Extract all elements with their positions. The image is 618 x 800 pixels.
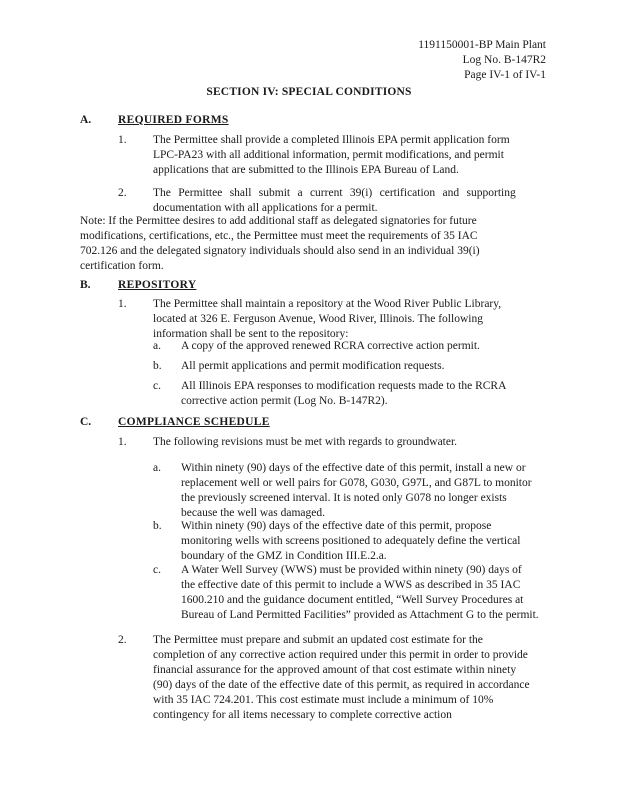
section-b-letter: B. [80, 279, 91, 291]
text-line: the previously screened interval. It is noted only G078 no longer exists [181, 492, 507, 504]
section-a-item1-text [153, 133, 538, 178]
document-header [418, 38, 546, 83]
text-line: (90) days of the date of the effective date of this permit, as required in accordance [153, 679, 530, 691]
text-line: Within ninety (90) days of the effective date of this permit, install a new or [181, 462, 526, 474]
page-number: Page IV-1 of IV-1 [464, 69, 546, 81]
text-line: certification form. [80, 260, 164, 272]
section-c-letter: C. [80, 416, 92, 428]
section-c-item1-text [153, 435, 538, 450]
section-b-item1-number: 1. [118, 298, 127, 310]
text-line: boundary of the GMZ in Condition III.E.2.a. [181, 550, 387, 562]
section-c-heading: COMPLIANCE SCHEDULE [118, 416, 270, 428]
text-line: modifications, certifications, etc., the Permittee must meet the requirements of 35 IAC [80, 230, 478, 242]
section-b-item1-text [153, 297, 538, 342]
section-c-item2-number: 2. [118, 634, 127, 646]
section-c-sub-a-text [181, 461, 541, 521]
section-title: SECTION IV: SPECIAL CONDITIONS [206, 86, 412, 98]
text-line: Bureau of Land Permitted Facilities” provided as Attachment G to the permit. [181, 609, 539, 621]
section-b-sub-b-label: b. [153, 360, 162, 372]
text-line: the effective date of this permit to include a WWS as described in 35 IAC [181, 579, 521, 591]
section-a-item2-text [153, 186, 538, 216]
section-a-heading: REQUIRED FORMS [118, 114, 229, 126]
text-line: LPC-PA23 with all additional information, permit modifications, and permit [153, 149, 504, 161]
text-line: 1600.210 and the guidance document entitled, “Well Survey Procedures at [181, 594, 524, 606]
text-line: replacement well or well pairs for G078, G030, G97L, and G87L to monitor [181, 477, 532, 489]
log-number: Log No. B-147R2 [462, 54, 546, 66]
text-line: A Water Well Survey (WWS) must be provided within ninety (90) days of [181, 564, 522, 576]
text-line: with 35 IAC 724.201. This cost estimate must include a minimum of 10% [153, 694, 494, 706]
section-a-item1-number: 1. [118, 134, 127, 146]
text-line: corrective action permit (Log No. B-147R2). [181, 395, 388, 407]
section-a-item2-number: 2. [118, 187, 127, 199]
section-a-letter: A. [80, 114, 92, 126]
text-line: documentation with all applications for a permit. [153, 202, 378, 214]
text-line: information shall be sent to the repository: [153, 328, 349, 340]
section-b-sub-a-label: a. [153, 340, 161, 352]
section-b-sub-a-text [181, 339, 541, 354]
text-line: A copy of the approved renewed RCRA corrective action permit. [181, 340, 480, 352]
text-line: All permit applications and permit modification requests. [181, 360, 445, 372]
section-c-item2-text [153, 633, 538, 723]
text-line: located at 326 E. Ferguson Avenue, Wood River, Illinois. The following [153, 313, 483, 325]
section-a-note [80, 214, 540, 274]
section-b-sub-c-text [181, 379, 541, 409]
section-c-item1-number: 1. [118, 436, 127, 448]
section-b-sub-b-text [181, 359, 541, 374]
section-c-sub-a-label: a. [153, 462, 161, 474]
facility-id: 1191150001-BP Main Plant [418, 39, 546, 51]
text-line: monitoring wells with screens positioned to adequately define the vertical [181, 535, 521, 547]
section-b-sub-c-label: c. [153, 380, 161, 392]
section-c-sub-b-label: b. [153, 520, 162, 532]
text-line: applications that are submitted to the Illinois EPA Bureau of Land. [153, 164, 459, 176]
text-line: financial assurance for the approved amount of that cost estimate within ninety [153, 664, 517, 676]
section-c-sub-c-text [181, 563, 541, 623]
section-b-heading: REPOSITORY [118, 279, 197, 291]
text-line: completion of any corrective action required under this permit in order to provide [153, 649, 528, 661]
text-line: The Permittee shall submit a current 39(i) certification and supporting [153, 187, 516, 199]
text-line: Note: If the Permittee desires to add additional staff as delegated signatories for future [80, 215, 477, 227]
text-line: 702.126 and the delegated signatory individuals should also send in an individual 39(i) [80, 245, 480, 257]
section-c-sub-b-text [181, 519, 541, 564]
text-line: The Permittee shall provide a completed Illinois EPA permit application form [153, 134, 510, 146]
text-line: The Permittee shall maintain a repository at the Wood River Public Library, [153, 298, 502, 310]
text-line: The Permittee must prepare and submit an updated cost estimate for the [153, 634, 483, 646]
text-line: All Illinois EPA responses to modification requests made to the RCRA [181, 380, 507, 392]
text-line: The following revisions must be met with regards to groundwater. [153, 436, 458, 448]
text-line: contingency for all items necessary to complete corrective action [153, 709, 452, 721]
section-c-sub-c-label: c. [153, 564, 161, 576]
text-line: Within ninety (90) days of the effective date of this permit, propose [181, 520, 492, 532]
text-line: because the well was damaged. [181, 507, 326, 519]
